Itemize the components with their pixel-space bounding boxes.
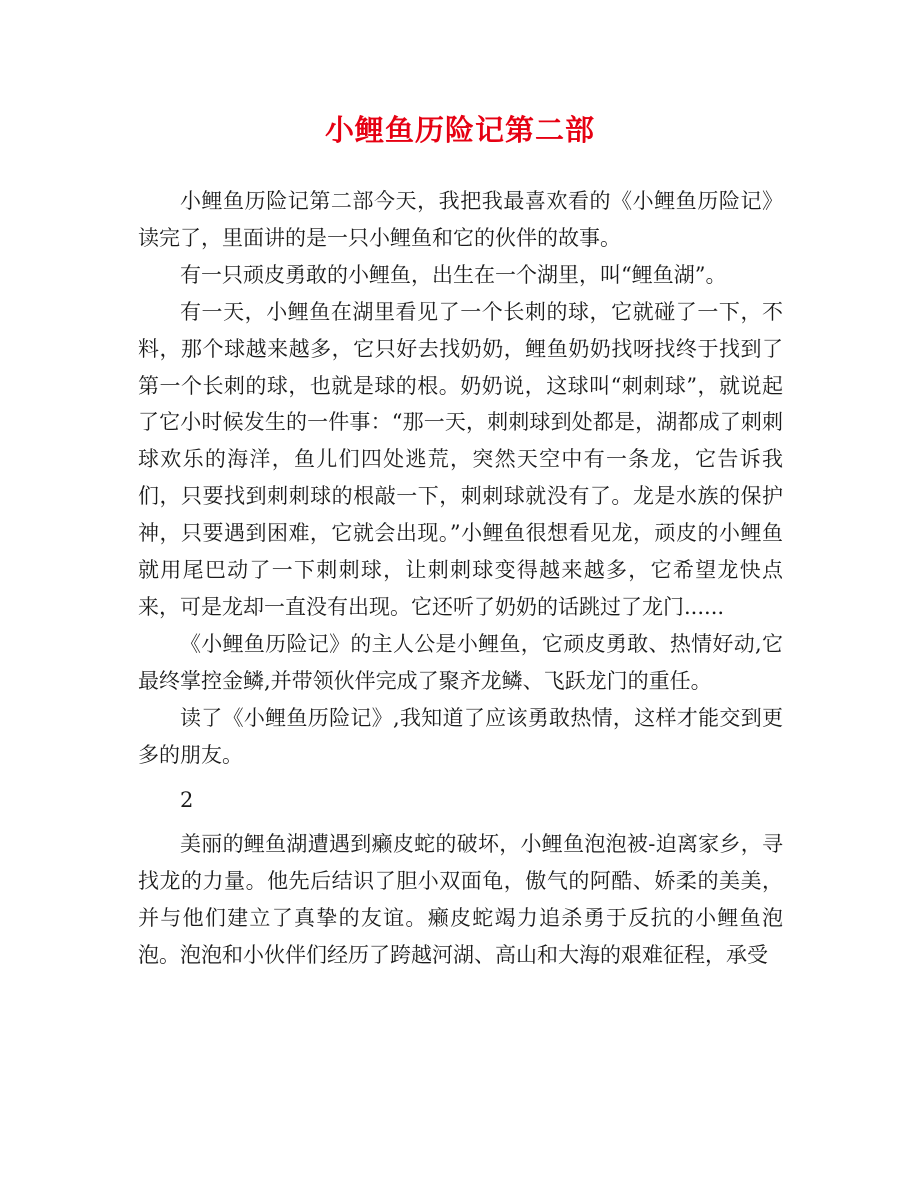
paragraph: 美丽的鲤鱼湖遭遇到癞皮蛇的破坏，小鲤鱼泡泡被-迫离家乡，寻找龙的力量。他先后结识了胆小双面龟，傲气的阿酷、娇柔的美美，并与他们建立了真挚的友谊。癞皮蛇竭力追杀勇于反抗的小鲤鱼泡泡。泡泡和小伙伴们经历了跨越河湖、高山和大海的艰难征程，承受 <box>138 832 783 968</box>
paragraph: 《小鲤鱼历险记》的主人公是小鲤鱼，它顽皮勇敢、热情好动,它最终掌控金鳞,并带领伙伴完成了聚齐龙鳞、飞跃龙门的重任。 <box>138 631 783 693</box>
paragraph: 有一只顽皮勇敢的小鲤鱼，出生在一个湖里，叫“鲤鱼湖”。 <box>180 262 727 287</box>
paragraph: 读了《小鲤鱼历险记》,我知道了应该勇敢热情，这样才能交到更多的朋友。 <box>138 705 783 767</box>
paragraph: 小鲤鱼历险记第二部今天，我把我最喜欢看的《小鲤鱼历险记》读完了，里面讲的是一只小鲤鱼和它的伙伴的故事。 <box>138 189 783 250</box>
paragraph: 有一天，小鲤鱼在湖里看见了一个长刺的球，它就碰了一下，不料，那个球越来越多，它只好去找奶奶，鲤鱼奶奶找呀找终于找到了第一个长刺的球，也就是球的根。奶奶说，这球叫“刺刺球”，就说起了它小时候发生的一件事：“那一天，刺刺球到处都是，湖都成了刺刺球欢乐的海洋，鱼儿们四处逃荒，突然天空中有一条龙，它告诉我们，只要找到刺刺球的根敲一下，刺刺球就没有了。龙是水族的保护神，只要遇到困难，它就会出现。”小鲤鱼很想看见龙，顽皮的小鲤鱼就用尾巴动了一下刺刺球，让刺刺球变得越来越多，它希望龙快点来，可是龙却一直没有出现。它还听了奶奶的话跳过了龙门...... <box>138 299 783 619</box>
page-title: 小鲤鱼历险记第二部 <box>324 113 595 147</box>
section-number: 2 <box>180 787 194 812</box>
document-body <box>138 183 783 974</box>
